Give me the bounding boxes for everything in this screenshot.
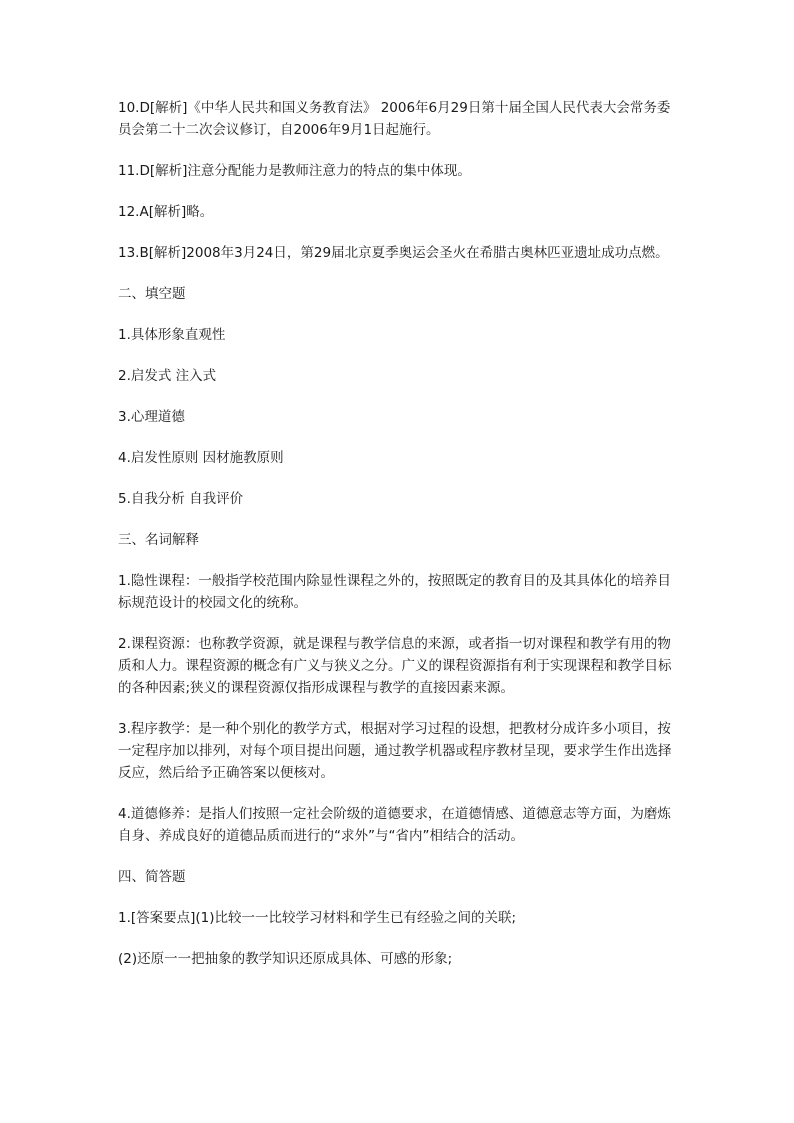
term-definition-3: 3.程序教学：是一种个别化的教学方式，根据对学习过程的设想，把教材分成许多小项目，按一定程序加以排列，对每个项目提出问题，通过教学机器或程序教材呈现，要求学生作出选择反应，然后给予正确答案以便核对。: [118, 721, 672, 781]
fill-answer-2: 2.启发式 注入式: [118, 368, 217, 384]
term-definition-1: 1.隐性课程：一般指学校范围内除显性课程之外的，按照既定的教育目的及其具体化的培养目标规范设计的校园文化的统称。: [118, 573, 671, 611]
section-heading-terms: 三、名词解释: [118, 532, 199, 548]
answer-11: 11.D[解析]注意分配能力是教师注意力的特点的集中体现。: [118, 163, 471, 179]
document-page: [118, 97, 678, 989]
short-answer-1: 1.[答案要点](1)比较一一比较学习材料和学生已有经验之间的关联;: [118, 910, 517, 926]
fill-answer-4: 4.启发性原则 因材施教原则: [118, 450, 284, 466]
answer-12: 12.A[解析]略。: [118, 204, 214, 220]
section-heading-short-answer: 四、简答题: [118, 869, 186, 885]
answer-10: 10.D[解析]《中华人民共和国义务教育法》 2006年6月29日第十届全国人民代表大会常务委员会第二十二次会议修订，自2006年9月1日起施行。: [118, 100, 671, 138]
term-definition-2: 2.课程资源：也称教学资源，就是课程与教学信息的来源，或者指一切对课程和教学有用的物质和人力。课程资源的概念有广义与狭义之分。广义的课程资源指有利于实现课程和教学目标的各种因素;狭义的课程资源仅指形成课程与教学的直接因素来源。: [118, 636, 672, 696]
section-heading-fill-in: 二、填空题: [118, 286, 186, 302]
term-definition-4: 4.道德修养：是指人们按照一定社会阶级的道德要求，在道德情感、道德意志等方面，为磨炼自身、养成良好的道德品质而进行的“求外”与“省内”相结合的活动。: [118, 806, 671, 844]
fill-answer-1: 1.具体形象直观性: [118, 327, 226, 343]
fill-answer-3: 3.心理道德: [118, 409, 185, 425]
short-answer-1-part-2: (2)还原一一把抽象的教学知识还原成具体、可感的形象;: [118, 951, 453, 967]
answer-13: 13.B[解析]2008年3月24日，第29届北京夏季奥运会圣火在希腊古奥林匹亚遗址成功点燃。: [118, 245, 669, 261]
fill-answer-5: 5.自我分析 自我评价: [118, 491, 244, 507]
